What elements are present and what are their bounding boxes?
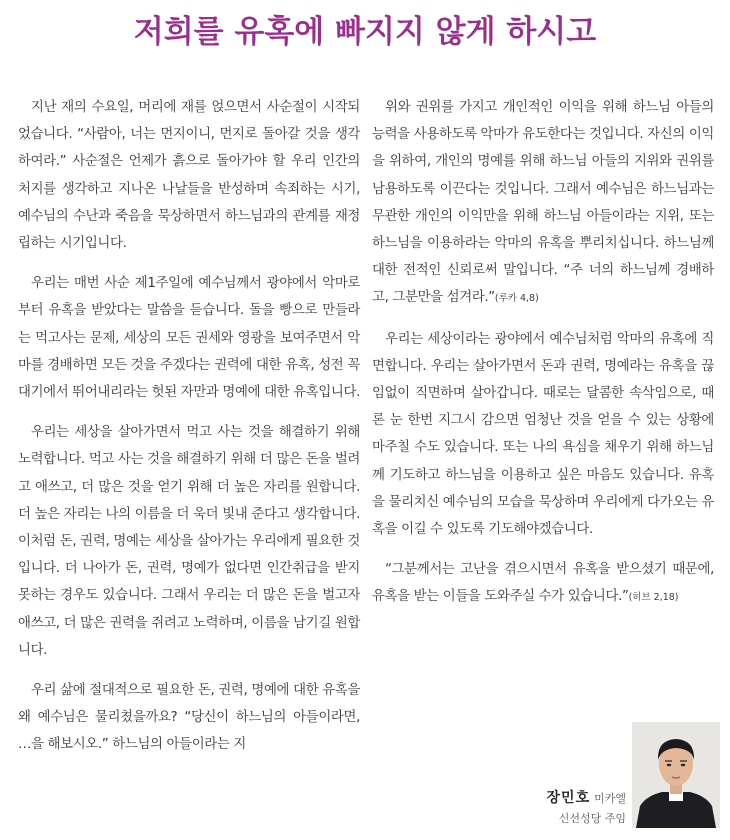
- author-baptismal-name: 미카엘: [594, 792, 626, 805]
- paragraph: [372, 94, 714, 313]
- paragraph: 우리는 매번 사순 제1주일에 예수님께서 광야에서 악마로부터 유혹을 받았다는 말씀을 듣습니다. 돌을 빵으로 만들라는 먹고사는 문제, 세상의 모든 권세와 영광을 보여주면서 악마를 경배하면 모든 것을 주겠다는 권력에 대한 유혹, 성전 꼭대기에서 뛰어내리라는 헛된 자만과 명예에 대한 유혹입니다.: [18, 276, 360, 401]
- scripture-reference: (히브 2,18): [628, 592, 679, 604]
- paragraph: [372, 556, 714, 611]
- left-column: [18, 94, 360, 772]
- scripture-reference: (루카 4,8): [494, 293, 539, 305]
- paragraph-text: “그분께서는 고난을 겪으시면서 유혹을 받으셨기 때문에, 유혹을 받는 이들을 도와주실 수가 있습니다.”: [372, 562, 714, 605]
- paragraph: 우리는 세상을 살아가면서 먹고 사는 것을 해결하기 위해 노력합니다. 먹고 사는 것을 해결하기 위해 더 많은 돈을 벌려고 애쓰고, 더 많은 것을 얻기 위해 더 높은 자리를 원합니다. 더 높은 자리는 나의 이름을 더 욱더 빛내 준다고 생각합니다. 이처럼 돈, 권력, 명예는 세상을 살아가는 우리에게 필요한 것입니다. 더 나아가 돈, 권력, 명예가 없다면 인간취급을 받지 못하는 경우도 있습니다. 그래서 우리는 더 많은 돈을 벌고자 애쓰고, 더 많은 권력을 쥐려고 노력하며, 이름을 남기길 원합니다.: [18, 425, 360, 658]
- article-title: 저희를 유혹에 빠지지 않게 하시고: [133, 14, 597, 50]
- right-column: [372, 94, 714, 625]
- paragraph: 지난 재의 수요일, 머리에 재를 얹으면서 사순절이 시작되었습니다. “사람아, 너는 먼지이니, 먼지로 돌아갈 것을 생각하여라.” 사순절은 언제가 흙으로 돌아가야 할 우리 인간의 처지를 생각하고 지나온 나날들을 반성하며 속죄하는 시기, 예수님의 수난과 죽음을 묵상하면서 하느님과의 관계를 재정립하는 시기입니다.: [18, 100, 360, 252]
- paragraph: 우리 삶에 절대적으로 필요한 돈, 권력, 명예에 대한 유혹을 왜 예수님은 물리쳤을까요? “당신이 하느님의 아들이라면, …을 해보시오.” 하느님의 아들이라는 지: [18, 683, 360, 753]
- paragraph: 우리는 세상이라는 광야에서 예수님처럼 악마의 유혹에 직면합니다. 우리는 살아가면서 돈과 권력, 명예라는 유혹을 끊임없이 직면하며 살아갑니다. 때로는 달콤한 속삭임으로, 때론 눈 한번 지그시 감으면 엄청난 것을 얻을 수 있는 상황에 마주칠 수도 있습니다. 또는 나의 욕심을 채우기 위해 하느님께 기도하고 하느님을 이용하고 싶은 마음도 있습니다. 유혹을 물리치신 예수님의 모습을 묵상하며 우리에게 다가오는 유혹을 이길 수 있도록 기도해야겠습니다.: [372, 331, 714, 538]
- paragraph-text: 위와 권위를 가지고 개인적인 이익을 위해 하느님 아들의 능력을 사용하도록 악마가 유도한다는 것입니다. 자신의 이익을 위하여, 개인의 명예를 위해 하느님 아들의 지위와 권위를 남용하도록 이끈다는 것입니다. 그래서 예수님은 하느님과는 무관한 개인의 이익만을 위해 하느님 아들이라는 지위, 또는 하느님을 이용하라는 악마의 유혹을 뿌리치십니다. 하느님께 대한 전적인 신뢰로써 말입니다. “주 너의 하느님께 경배하고, 그분만을 섬겨라.”: [372, 100, 714, 306]
- author-name: 장민호: [546, 790, 591, 806]
- author-position: 신선성당 주임: [558, 812, 626, 825]
- author-photo: [632, 722, 720, 828]
- author-byline: [500, 788, 626, 829]
